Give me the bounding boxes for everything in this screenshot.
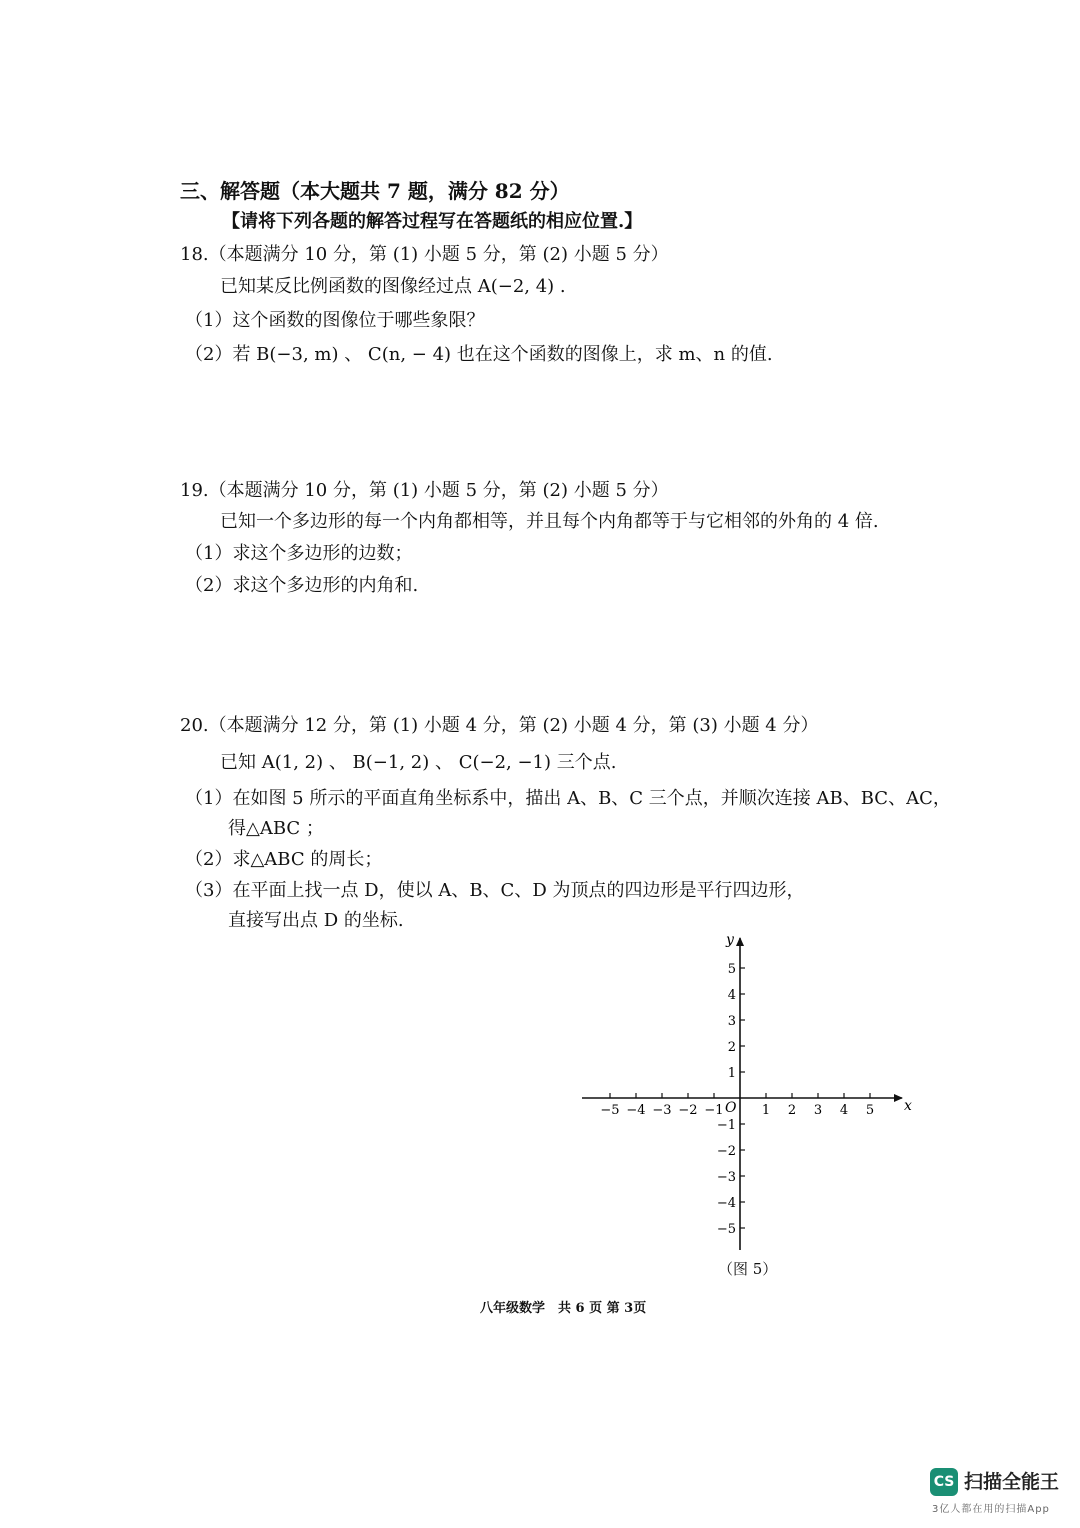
coordinate-plane-figure bbox=[570, 928, 930, 1258]
x-tick-label: 1 bbox=[761, 1103, 771, 1118]
q19-part1: （1）求这个多边形的边数； bbox=[185, 543, 413, 564]
y-tick-label: 1 bbox=[727, 1066, 736, 1081]
x-tick-label: 4 bbox=[839, 1103, 849, 1118]
q18-part2: （2）若 B(−3, m) 、 C(n, − 4) 也在这个函数的图像上，求 m、n 的值. bbox=[185, 344, 773, 365]
y-tick-label: −4 bbox=[716, 1196, 736, 1211]
camscanner-logo-icon: CS bbox=[930, 1468, 958, 1496]
q18-stem: 已知某反比例函数的图像经过点 A(−2, 4) . bbox=[220, 276, 566, 297]
x-axis-label: x bbox=[904, 1098, 912, 1114]
x-tick-label: −1 bbox=[704, 1103, 724, 1118]
q19-part2: （2）求这个多边形的内角和. bbox=[185, 575, 419, 596]
x-tick-label: 3 bbox=[813, 1103, 823, 1118]
figure-caption: （图 5） bbox=[718, 1260, 778, 1278]
q18-part1: （1）这个函数的图像位于哪些象限？ bbox=[185, 310, 485, 331]
x-tick-label: −4 bbox=[626, 1103, 646, 1118]
y-tick-label: −3 bbox=[716, 1170, 736, 1185]
y-tick-label: 2 bbox=[727, 1040, 736, 1055]
q20-header: 20.（本题满分 12 分，第 (1) 小题 4 分，第 (2) 小题 4 分，第 (3) 小题 4 分） bbox=[180, 715, 819, 736]
q18-header: 18.（本题满分 10 分，第 (1) 小题 5 分，第 (2) 小题 5 分） bbox=[180, 244, 669, 265]
camscanner-watermark bbox=[930, 1466, 1070, 1516]
x-tick-label: −5 bbox=[600, 1103, 620, 1118]
y-tick-label: −2 bbox=[716, 1144, 736, 1159]
y-tick-label: 3 bbox=[727, 1014, 736, 1029]
watermark-tagline: 3亿人都在用的扫描App bbox=[932, 1504, 1050, 1515]
y-tick-label: 4 bbox=[727, 988, 736, 1003]
q20-part2: （2）求△ABC 的周长； bbox=[185, 849, 383, 870]
q20-part3-line1: （3）在平面上找一点 D，使以 A、B、C、D 为顶点的四边形是平行四边形， bbox=[185, 880, 805, 901]
q19-header: 19.（本题满分 10 分，第 (1) 小题 5 分，第 (2) 小题 5 分） bbox=[180, 480, 669, 501]
y-axis-label: y bbox=[726, 932, 734, 948]
x-tick-label: −3 bbox=[652, 1103, 672, 1118]
q20-part1-line1: （1）在如图 5 所示的平面直角坐标系中，描出 A、B、C 三个点，并顺次连接 AB、BC、AC， bbox=[185, 788, 951, 809]
page-footer: 八年级数学 共 6 页 第 3页 bbox=[480, 1301, 647, 1316]
q20-stem: 已知 A(1, 2) 、 B(−1, 2) 、 C(−2, −1) 三个点. bbox=[220, 752, 617, 773]
x-tick-label: 2 bbox=[787, 1103, 797, 1118]
x-tick-label: −2 bbox=[678, 1103, 698, 1118]
q19-stem: 已知一个多边形的每一个内角都相等，并且每个内角都等于与它相邻的外角的 4 倍. bbox=[220, 511, 879, 532]
section-title: 三、解答题（本大题共 7 题，满分 82 分） bbox=[180, 179, 570, 203]
y-tick-label: −5 bbox=[716, 1222, 736, 1237]
origin-label: O bbox=[725, 1100, 737, 1116]
q20-part1-line2: 得△ABC ； bbox=[228, 818, 324, 839]
y-tick-label: −1 bbox=[716, 1118, 736, 1133]
x-tick-label: 5 bbox=[865, 1103, 875, 1118]
watermark-name: 扫描全能王 bbox=[964, 1471, 1060, 1493]
q20-part3-line2: 直接写出点 D 的坐标. bbox=[228, 910, 404, 931]
y-tick-label: 5 bbox=[727, 962, 736, 977]
section-instruction: 【请将下列各题的解答过程写在答题纸的相应位置.】 bbox=[222, 211, 643, 232]
